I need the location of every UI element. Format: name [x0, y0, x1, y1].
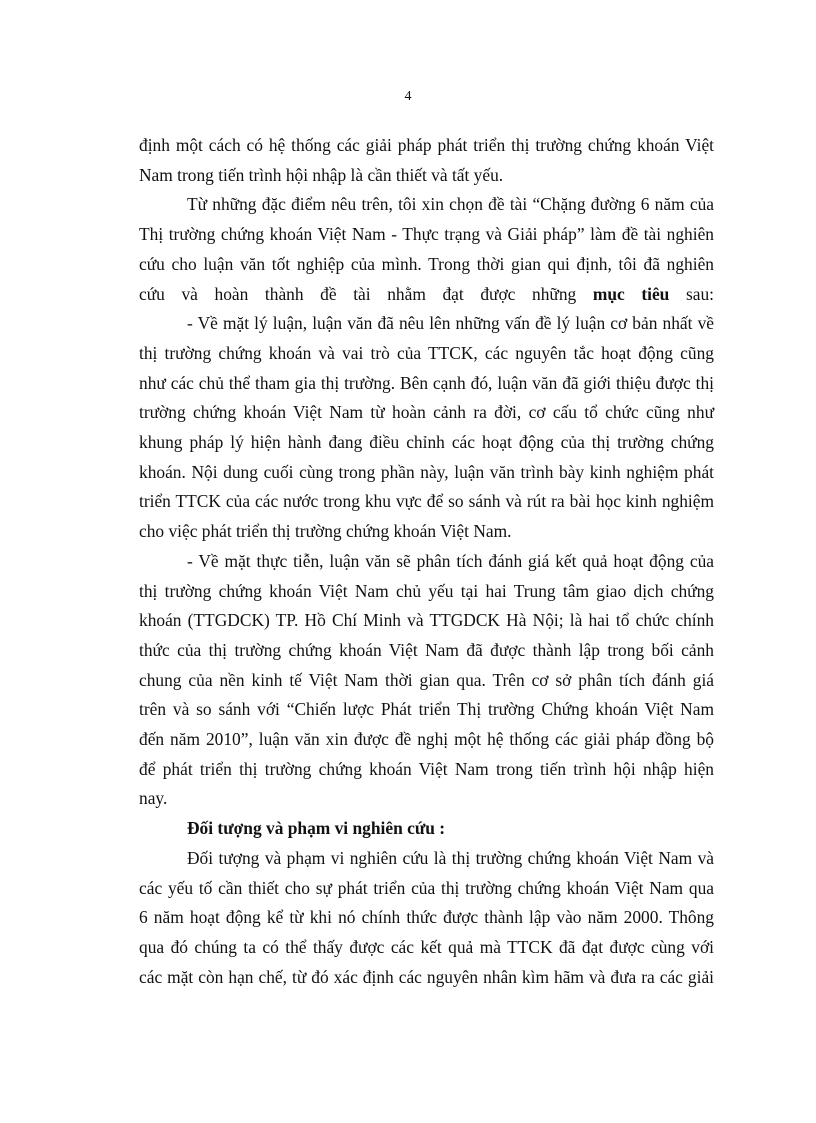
text-line: thị trường chứng khoán Việt Nam chủ yếu tại hai Trung tâm giao dịch chứng [139, 580, 714, 601]
text-line: thức của thị trường chứng khoán Việt Nam đã được thành lập trong bối cảnh [139, 639, 714, 660]
text-line: các mặt còn hạn chế, từ đó xác định các nguyên nhân kìm hãm và đưa ra các giải [139, 966, 714, 987]
text-run: cứu và hoàn thành đề tài nhằm đạt được những [139, 283, 593, 304]
text-line: Nam trong tiến trình hội nhập là cần thiết và tất yếu. [139, 164, 504, 185]
text-line: thị trường chứng khoán và vai trò của TTCK, các nguyên tắc hoạt động cũng [139, 342, 714, 363]
text-line: 6 năm hoạt động kể từ khi nó chính thức được thành lập vào năm 2000. Thông [139, 907, 714, 928]
text-line: trên và so sánh với “Chiến lược Phát triển Thị trường Chứng khoán Việt Nam [139, 699, 714, 720]
text-line: khoán (TTGDCK) TP. Hồ Chí Minh và TTGDCK Hà Nội; là hai tổ chức chính [139, 610, 714, 631]
text-line: để phát triển thị trường chứng khoán Việt Nam trong tiến trình hội nhập hiện [139, 758, 714, 779]
text-line: định một cách có hệ thống các giải pháp phát triển thị trường chứng khoán Việt [139, 135, 714, 155]
text-line: Từ những đặc điểm nêu trên, tôi xin chọn đề tài “Chặng đường 6 năm của [187, 194, 714, 215]
paragraph-practice [139, 547, 714, 814]
text-line: đến năm 2010”, luận văn xin được đề nghị một hệ thống các giải pháp đồng bộ [139, 729, 714, 750]
text-line: - Về mặt thực tiễn, luận văn sẽ phân tích đánh giá kết quả hoạt động của [187, 550, 714, 571]
section-heading: Đối tượng và phạm vi nghiên cứu : [187, 818, 446, 839]
document-body [139, 131, 714, 992]
text-line: triển TTCK của các nước trong khu vực để so sánh và rút ra bài học kinh nghiệm [139, 491, 714, 512]
text-line: qua đó chúng ta có thể thấy được các kết quả mà TTCK đã đạt được cùng với [139, 936, 714, 957]
paragraph-continuation [139, 131, 714, 190]
text-line: khoán. Nội dung cuối cùng trong phần này, luận văn trình bày kinh nghiệm phát [139, 461, 714, 482]
text-line: nay. [139, 788, 168, 809]
text-line: cứu cho luận văn tốt nghiệp của mình. Trong thời gian qui định, tôi đã nghiên [139, 253, 714, 274]
text-line [139, 280, 714, 310]
text-line: - Về mặt lý luận, luận văn đã nêu lên những vấn đề lý luận cơ bản nhất về [187, 313, 714, 334]
text-run: sau: [669, 283, 714, 304]
text-line: cho việc phát triển thị trường chứng khoán Việt Nam. [139, 521, 512, 542]
text-line: khung pháp lý hiện hành đang điều chỉnh các hoạt động của thị trường chứng [139, 432, 714, 453]
text-line: Thị trường chứng khoán Việt Nam - Thực trạng và Giải pháp” làm đề tài nghiên [139, 224, 714, 245]
paragraph-scope [139, 844, 714, 993]
paragraph-topic [139, 190, 714, 309]
text-line: Đối tượng và phạm vi nghiên cứu là thị trường chứng khoán Việt Nam và [187, 847, 714, 868]
text-line: như các chủ thể tham gia thị trường. Bên cạnh đó, luận văn đã giới thiệu được thị [139, 372, 714, 393]
emphasis-objectives: mục tiêu [592, 283, 670, 304]
page-number: 4 [404, 89, 412, 104]
text-line: chung của nền kinh tế Việt Nam thời gian qua. Trên cơ sở phân tích đánh giá [139, 669, 714, 690]
text-line: các yếu tố cần thiết cho sự phát triển của thị trường chứng khoán Việt Nam qua [139, 877, 714, 898]
paragraph-theory [139, 309, 714, 547]
text-line: trường chứng khoán Việt Nam từ hoàn cảnh ra đời, cơ cấu tổ chức cũng như [139, 402, 714, 423]
